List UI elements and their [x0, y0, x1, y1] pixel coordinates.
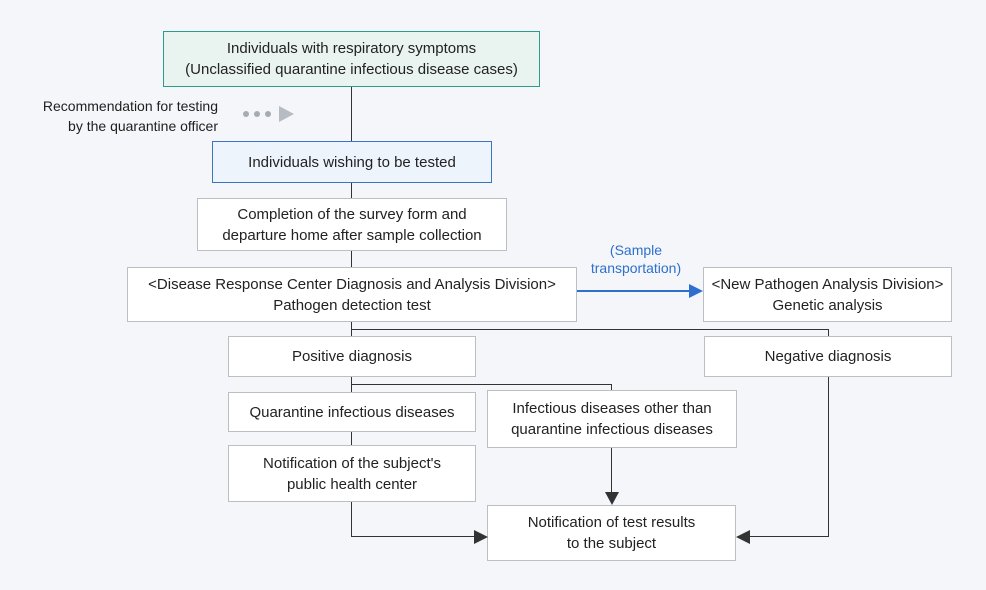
node-negative-diagnosis	[704, 336, 952, 377]
node-individuals-wishing-tested-label: Individuals wishing to be tested	[248, 153, 456, 171]
connector-public-health-to-results	[351, 536, 474, 537]
node-test-results-notification-line1: Notification of test results	[527, 514, 696, 531]
node-respiratory-symptoms	[163, 31, 540, 87]
node-positive-diagnosis	[228, 336, 476, 377]
node-new-pathogen-analysis-line2: Genetic analysis	[772, 296, 883, 314]
dot-icon	[243, 111, 249, 117]
connector-split-positive-negative	[351, 329, 829, 330]
connector-respiratory-to-wishing	[351, 87, 352, 141]
node-disease-response-center	[127, 267, 577, 322]
sample-transportation-label-line2: transportation)	[590, 260, 682, 276]
node-disease-response-center-line2: Pathogen detection test	[273, 296, 431, 314]
recommendation-annotation-line2: by the quarantine officer	[68, 118, 218, 134]
node-other-infectious-diseases-line1: Infectious diseases other than	[512, 400, 712, 417]
node-new-pathogen-analysis-line1: <New Pathogen Analysis Division>	[711, 275, 944, 293]
connector-negative-down	[828, 377, 829, 537]
node-public-health-center-notification-line2: public health center	[286, 475, 418, 493]
node-survey-completion-line2: departure home after sample collection	[222, 226, 482, 244]
recommendation-annotation-line1: Recommendation for testing	[42, 98, 218, 114]
dot-icon	[265, 111, 271, 117]
node-negative-diagnosis-label: Negative diagnosis	[764, 348, 892, 365]
node-disease-response-center-line1: <Disease Response Center Diagnosis and Analysis Division>	[148, 275, 556, 293]
node-public-health-center-notification	[228, 445, 476, 502]
node-other-infectious-diseases	[487, 390, 737, 448]
blue-arrowhead-right-icon	[689, 284, 703, 298]
node-survey-completion	[197, 198, 507, 251]
node-positive-diagnosis-label: Positive diagnosis	[291, 348, 413, 365]
node-survey-completion-line1: Completion of the survey form and	[237, 205, 467, 223]
connector-sample-transportation	[577, 290, 689, 292]
sample-transportation-label	[575, 241, 697, 277]
node-quarantine-infectious-diseases-label: Quarantine infectious diseases	[249, 403, 455, 421]
arrowhead-right-icon	[474, 530, 488, 544]
connector-split-to-other	[611, 384, 612, 390]
recommendation-annotation	[18, 96, 218, 136]
dot-icon	[254, 111, 260, 117]
connector-other-to-results	[611, 448, 612, 493]
node-test-results-notification-line2: to the subject	[566, 535, 657, 552]
connector-public-health-down	[351, 502, 352, 537]
node-quarantine-infectious-diseases	[228, 392, 476, 432]
node-public-health-center-notification-line1: Notification of the subject's	[263, 454, 441, 472]
node-test-results-notification	[487, 505, 736, 561]
connector-split-quarantine-other	[351, 384, 612, 385]
node-other-infectious-diseases-line2: quarantine infectious diseases	[511, 421, 713, 438]
node-new-pathogen-analysis	[703, 267, 952, 322]
connector-negative-to-results	[749, 536, 829, 537]
connector-survey-to-disease-center	[351, 251, 352, 267]
sample-transportation-label-line1: (Sample	[609, 242, 663, 258]
gray-play-arrow-icon	[279, 106, 294, 122]
ellipsis-arrow-icon	[243, 105, 294, 123]
connector-quarantine-to-public-health	[351, 432, 352, 445]
node-respiratory-symptoms-line2: (Unclassified quarantine infectious disease cases)	[185, 61, 518, 78]
arrowhead-left-icon	[736, 530, 750, 544]
node-individuals-wishing-tested	[212, 141, 492, 183]
connector-wishing-to-survey	[351, 183, 352, 198]
arrowhead-down-icon	[605, 492, 619, 505]
connector-split-to-negative	[828, 329, 829, 336]
node-respiratory-symptoms-line1: Individuals with respiratory symptoms	[226, 40, 477, 57]
